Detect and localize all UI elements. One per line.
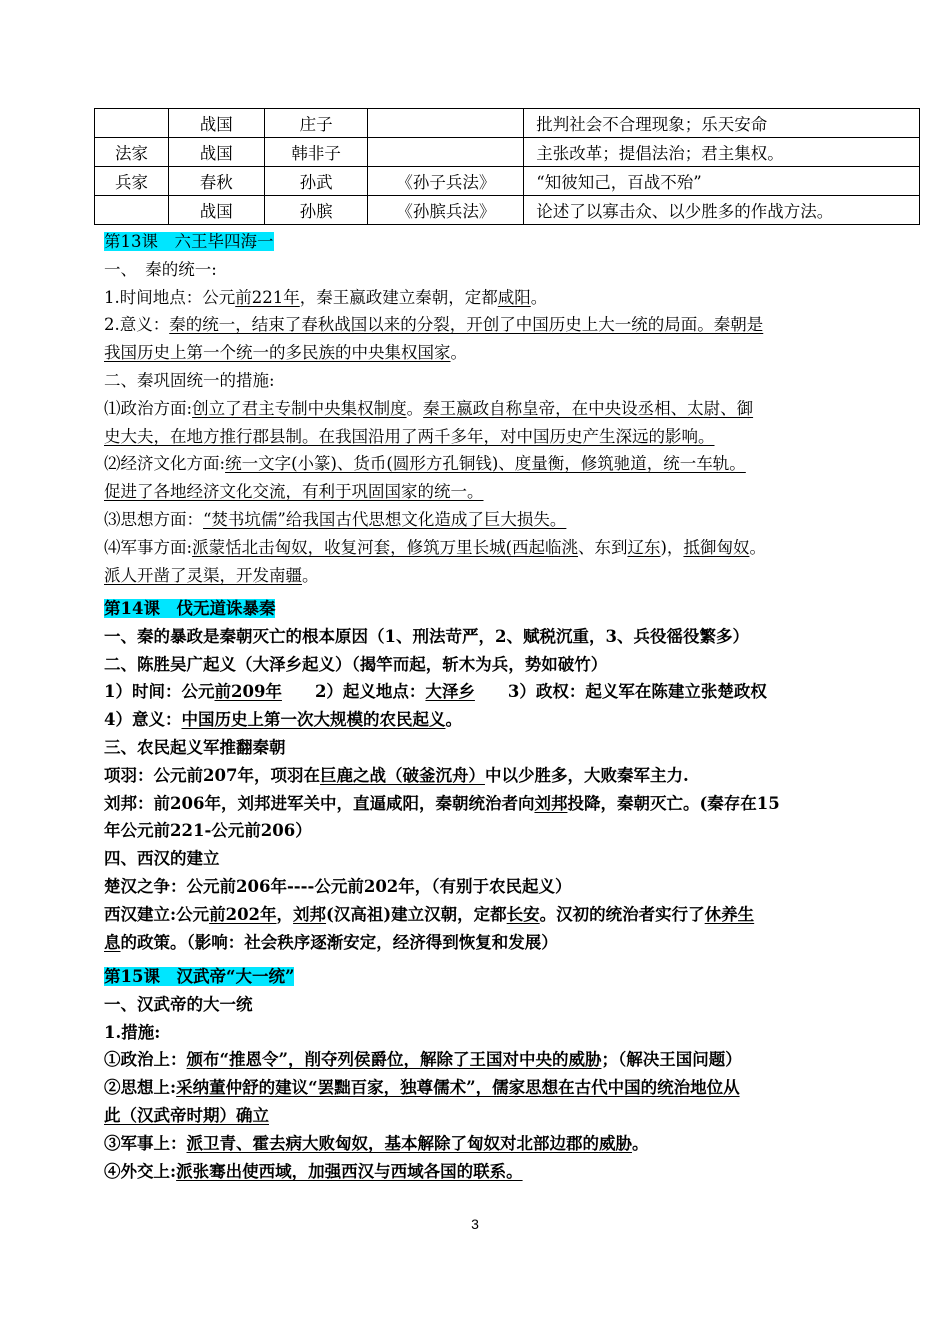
paragraph-line <box>104 1074 864 1102</box>
text-span: ④外交上: <box>104 1161 177 1181</box>
section-heading: 二、陈胜吴广起义（大泽乡起义）（揭竿而起，斩木为兵，势如破竹） <box>104 654 608 674</box>
text-span: 息 <box>104 932 121 952</box>
text-span: 统一文字(小篆)、货币(圆形方孔铜钱)、度量衡，修筑驰道，统一车轨。 <box>225 454 746 474</box>
paragraph-line <box>104 1046 864 1074</box>
paragraph-line <box>104 284 864 312</box>
section-heading: 三、农民起义军推翻秦朝 <box>104 737 286 757</box>
text-span: 我国历史上第一个统一的多民族的中央集权国家 <box>104 343 451 363</box>
lesson-title: 第13课 六王毕四海一 <box>104 232 274 251</box>
idea-cell: 主张改革；提倡法治；君主集权。 <box>524 138 920 167</box>
table-row <box>95 167 920 196</box>
text-span: 项羽：公元前207年，项羽在 <box>104 765 320 785</box>
text-span: 临洮 <box>545 537 578 557</box>
text-span: 3）政权：起义军在陈建立张楚政权 <box>474 682 767 702</box>
paragraph-line <box>104 678 864 706</box>
text-span: 。 <box>302 565 319 585</box>
paragraph-line <box>104 450 864 478</box>
text-span: ①政治上： <box>104 1050 187 1070</box>
person-cell: 韩非子 <box>264 138 368 167</box>
lesson-title: 第14课 伐无道诛暴秦 <box>104 599 276 618</box>
text-span: 派蒙恬北击匈奴，收复河套，修筑万里长城(西起 <box>192 537 545 557</box>
section-heading: 1.措施: <box>104 1022 161 1042</box>
text-span: (汉高祖)建立汉朝，定都 <box>326 904 507 924</box>
text-span: 刘邦 <box>534 793 568 813</box>
text-span: 秦的统一，结束了春秋战国以来的分裂，开创了中国历史上大一统的局面。秦朝是 <box>169 315 764 335</box>
text-span: 创立了君主专制中央集权制度 <box>192 398 407 418</box>
paragraph-line: 楚汉之争：公元前206年----公元前202年，（有别于农民起义） <box>104 876 572 896</box>
school-cell: 法家 <box>95 138 169 167</box>
text-span: 。 <box>406 398 424 418</box>
text-span: 大泽乡 <box>425 682 475 702</box>
person-cell: 庄子 <box>264 109 368 138</box>
text-span: 刘邦 <box>293 904 327 924</box>
text-span: ，秦王嬴政建立秦朝，定都 <box>299 287 498 307</box>
paragraph-line <box>104 395 864 423</box>
person-cell: 孙膑 <box>264 196 368 225</box>
text-span: 促进了各地经济文化交流，有利于巩固国家的统一。 <box>104 482 484 502</box>
text-span: 史大夫，在地方推行郡县制。在我国沿用了两千多年，对中国历史产生深远的影响。 <box>104 426 715 446</box>
paragraph-line <box>104 706 864 734</box>
era-cell: 春秋 <box>168 167 264 196</box>
text-span: 。汉初的统治者实行了 <box>539 904 705 924</box>
paragraph-line: 年公元前221-公元前206） <box>104 821 312 841</box>
book-cell <box>368 138 524 167</box>
text-span: ⑶思想方面： <box>104 509 203 529</box>
school-cell <box>95 196 169 225</box>
book-cell: 《孙子兵法》 <box>368 167 524 196</box>
text-span: 前209年 <box>214 682 282 702</box>
text-span: ②思想上: <box>104 1078 177 1098</box>
person-cell: 孙武 <box>264 167 368 196</box>
text-span: 采纳董仲舒的建议“罢黜百家，独尊儒术”，儒家思想在古代中国的统治地位从 <box>176 1078 740 1098</box>
text-span: 1.时间地点：公元 <box>104 287 236 307</box>
text-span: 派卫青、霍去病大败匈奴，基本解除了匈奴对北部边郡的威胁 <box>186 1133 632 1153</box>
text-span: 。 <box>749 537 766 557</box>
paragraph-line <box>104 1130 864 1158</box>
paragraph-line <box>104 562 864 590</box>
idea-cell: “知彼知己，百战不殆” <box>524 167 920 196</box>
section-heading: 四、西汉的建立 <box>104 849 220 869</box>
text-span: 派张骞出使西域，加强西汉与西域各国的联系。 <box>176 1161 523 1181</box>
section-heading: 一、汉武帝的大一统 <box>104 994 253 1014</box>
text-span: 、东到 <box>578 537 628 557</box>
paragraph-line <box>104 534 864 562</box>
text-span: 2.意义： <box>104 315 170 335</box>
paragraph-line <box>104 339 864 367</box>
paragraph-line <box>104 1158 864 1186</box>
text-span: ， <box>276 904 294 924</box>
lesson-14-section <box>104 595 864 956</box>
text-span: 刘邦：前206年，刘邦进军关中，直逼咸阳，秦朝统治者向 <box>104 793 535 813</box>
text-span: 的政策。（影响：社会秩序逐渐安定，经济得到恢复和发展） <box>120 932 558 952</box>
schools-table <box>94 108 920 225</box>
paragraph-line <box>104 901 864 929</box>
book-cell <box>368 109 524 138</box>
text-span: ③军事上： <box>104 1133 187 1153</box>
section-heading: 二、秦巩固统一的措施: <box>104 370 275 390</box>
book-cell: 《孙膑兵法》 <box>368 196 524 225</box>
text-span: ；（解决王国问题） <box>601 1050 742 1070</box>
lesson-15-section <box>104 963 864 1185</box>
paragraph-line <box>104 311 864 339</box>
paragraph-line <box>104 478 864 506</box>
page-number: 3 <box>471 1216 479 1232</box>
text-span: 2）起义地点： <box>281 682 426 702</box>
text-span: 咸阳 <box>497 287 531 307</box>
text-span: 。 <box>450 343 467 363</box>
text-span: ⑵经济文化方面: <box>104 454 226 474</box>
text-span: 。 <box>530 287 548 307</box>
text-span: 休养生 <box>704 904 755 924</box>
text-span: 颁布“推恩令”，削夺列侯爵位，解除了王国对中央的威胁 <box>186 1050 602 1070</box>
text-span: 。 <box>445 710 462 730</box>
text-span: 此（汉武帝时期）确立 <box>104 1105 269 1125</box>
text-span: 投降，秦朝灭亡。(秦存在15 <box>567 793 780 813</box>
text-span: “焚书坑儒”给我国古代思想文化造成了巨大损失。 <box>203 509 567 529</box>
era-cell: 战国 <box>168 138 264 167</box>
text-span: 长安 <box>506 904 540 924</box>
text-span: ⑷军事方面: <box>104 537 193 557</box>
text-span: 西汉建立:公元 <box>104 904 210 924</box>
lesson-title: 第15课 汉武帝“大一统” <box>104 967 295 986</box>
text-span: 4）意义： <box>104 710 182 730</box>
era-cell: 战国 <box>168 196 264 225</box>
section-heading: 一、秦的暴政是秦朝灭亡的根本原因（1、刑法苛严，2、赋税沉重，3、兵役徭役繁多） <box>104 626 749 646</box>
text-span: ⑴政治方面: <box>104 398 193 418</box>
idea-cell: 论述了以寡击众、以少胜多的作战方法。 <box>524 196 920 225</box>
paragraph-line <box>104 929 864 957</box>
era-cell: 战国 <box>168 109 264 138</box>
paragraph-line <box>104 790 864 818</box>
table-row <box>95 138 920 167</box>
school-cell: 兵家 <box>95 167 169 196</box>
text-span: 前221年 <box>235 287 300 307</box>
text-span: 秦王嬴政自称皇帝，在中央设丞相、太尉、御 <box>423 398 754 418</box>
idea-cell: 批判社会不合理现象；乐天安命 <box>524 109 920 138</box>
text-span: 。 <box>632 1133 649 1153</box>
paragraph-line <box>104 762 864 790</box>
lesson-13-section <box>104 228 864 589</box>
paragraph-line <box>104 1102 864 1130</box>
text-span: 中以少胜多，大败秦军主力. <box>484 765 689 785</box>
paragraph-line <box>104 423 864 451</box>
text-span: 辽东 <box>627 537 661 557</box>
text-span: 抵御匈奴 <box>683 537 750 557</box>
text-span: 中国历史上第一次大规模的农民起义 <box>181 710 446 730</box>
section-heading: 一、 秦的统一: <box>104 259 217 279</box>
text-span: 前202年 <box>209 904 277 924</box>
text-span: 1）时间：公元 <box>104 682 215 702</box>
table-row <box>95 196 920 225</box>
table-row <box>95 109 920 138</box>
school-cell <box>95 109 169 138</box>
text-span: 派人开凿了灵渠，开发南疆 <box>104 565 302 585</box>
text-span: )， <box>660 537 684 557</box>
paragraph-line <box>104 506 864 534</box>
text-span: 巨鹿之战（破釜沉舟） <box>319 765 485 785</box>
